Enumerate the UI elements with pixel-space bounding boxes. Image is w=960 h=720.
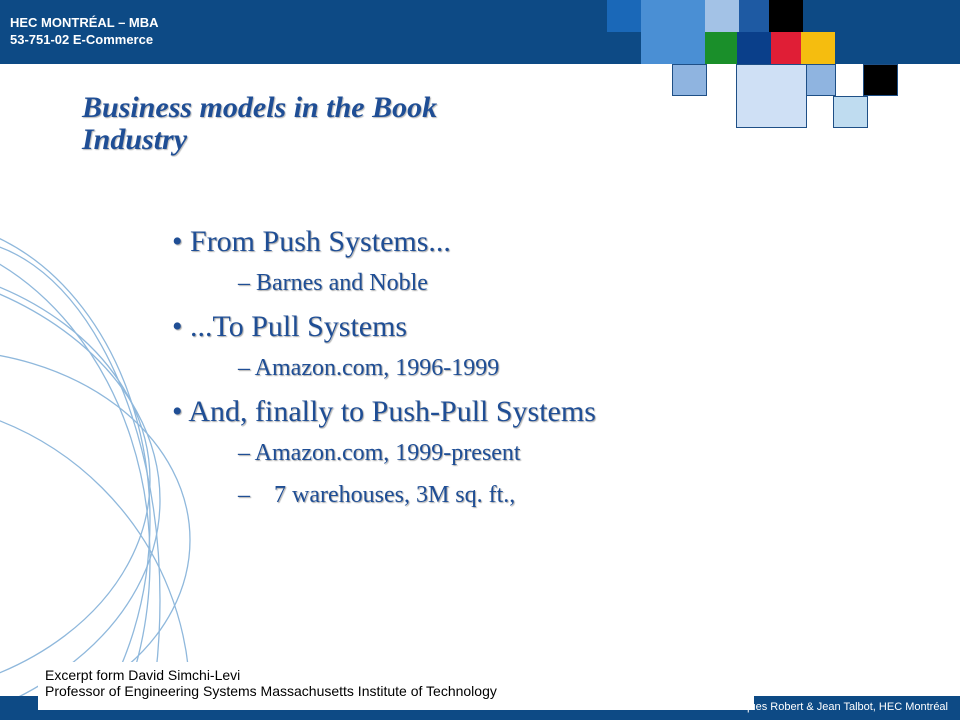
- course-title: HEC MONTRÉAL – MBA: [10, 15, 159, 30]
- bullet-push-pull-systems: • And, finally to Push-Pull Systems: [172, 395, 596, 428]
- sub-bullet-amazon-1996: – Amazon.com, 1996-1999: [238, 355, 500, 381]
- course-code: 53-751-02 E-Commerce: [10, 32, 154, 47]
- slide-title: [82, 92, 582, 156]
- sub-bullet-barnes-noble: – Barnes and Noble: [238, 270, 428, 296]
- copyright-text: Jacques Robert & Jean Talbot, HEC Montréal: [726, 701, 948, 713]
- bullet-push-systems: • From Push Systems...: [172, 225, 451, 258]
- sub-bullet-warehouses: – 7 warehouses, 3M sq. ft.,: [238, 482, 516, 508]
- credit-line1: Excerpt form David Simchi-Levi: [45, 667, 241, 683]
- bullet-pull-systems: • ...To Pull Systems: [172, 310, 408, 343]
- slide-title-line2: Industry: [82, 122, 188, 156]
- slide-title-line1: Business models in the Book: [82, 91, 438, 124]
- credit-line2: Professor of Engineering Systems Massachusetts Institute of Technology: [45, 683, 497, 699]
- credit-box: [38, 662, 754, 710]
- sub-bullet-amazon-1999: – Amazon.com, 1999-present: [238, 440, 521, 466]
